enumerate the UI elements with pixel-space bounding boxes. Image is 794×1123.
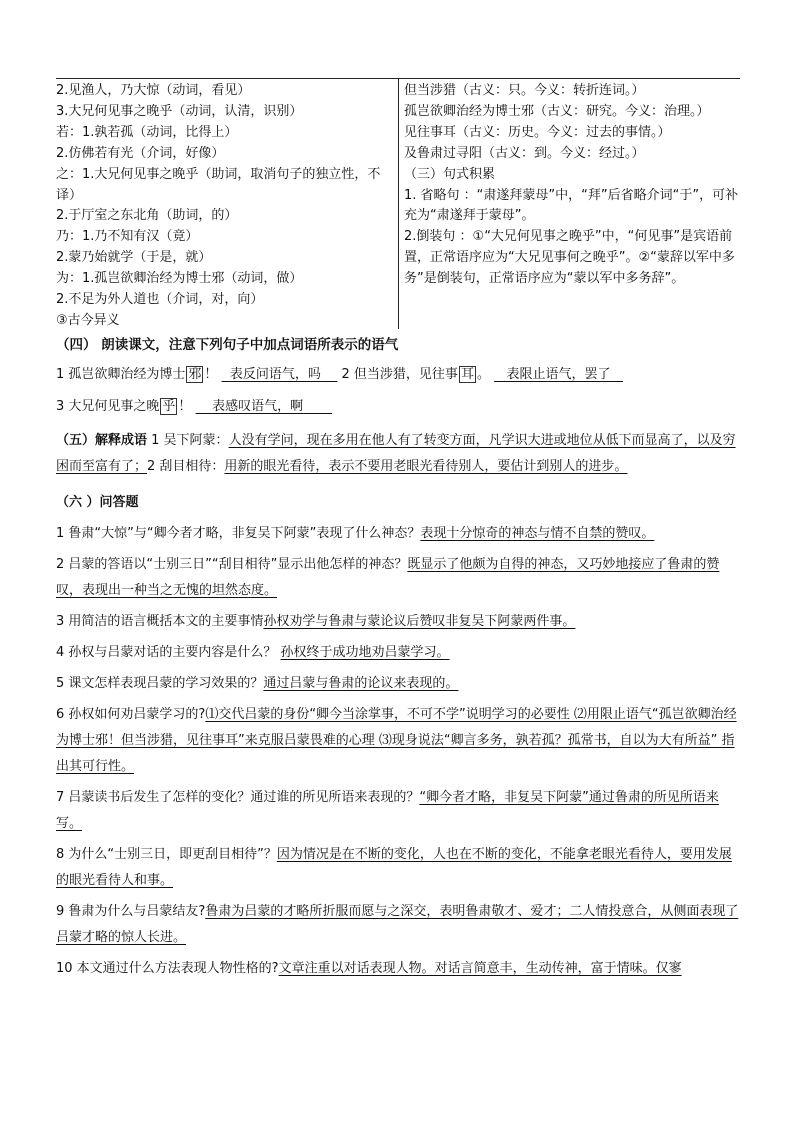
qa-item <box>56 785 740 837</box>
right-line: 但当涉猎（古义：只。今义：转折连词。） <box>404 83 645 98</box>
left-line: 2.不足为外人道也（介词，对，向） <box>56 292 264 308</box>
right-column <box>404 81 740 290</box>
section-6-title: （六 ）问答题 <box>56 495 139 510</box>
answer-text: 孙权终于成功地劝吕蒙学习。 <box>280 645 450 660</box>
left-line: 3.大兄何见事之晚乎（动词，认清，识别） <box>56 103 303 119</box>
qa-item <box>56 552 740 604</box>
answer-text: 通过吕蒙与鲁肃的论议来表现的。 <box>263 676 459 691</box>
qa-item <box>56 640 740 666</box>
tone-line-1 <box>56 364 740 386</box>
tone-sentence: 2 但当涉猎，见往事 <box>341 367 458 382</box>
tone-sentence: 1 孤岂欲卿治经为博士 <box>56 367 186 382</box>
qa-item <box>56 956 740 982</box>
tone-answer <box>494 367 623 382</box>
qa-item <box>56 521 740 547</box>
right-line: 及鲁肃过寻阳（古义：到。今义：经过。） <box>404 145 645 161</box>
question-text: 7 吕蒙读书后发生了怎样的变化？通过谁的所见所语来表现的？ <box>56 790 420 805</box>
section-5 <box>56 428 740 480</box>
right-line: 1. 省略句 ：“肃遂拜蒙母”中，“拜”后省略介词“于”，可补充为“肃遂拜于蒙母”。 <box>404 187 739 224</box>
tone-answer-text: 表限止语气，罢了 <box>506 367 611 382</box>
punct: ！ <box>178 399 192 414</box>
qa-item <box>56 842 740 894</box>
answer-text: ⑴交代吕蒙的身份“卿今当涂掌事，不可不学”说明学习的必要性 ⑵用限止语气“孤岂欲卿治经为博士邪！但当涉猎，见往事耳”来克服吕蒙畏难的心理 ⑶现身说法“卿言多务，孰若孤？孤常书，自以为大有所益” 指出其可行性。 <box>56 707 737 774</box>
question-text: 10 本文通过什么方法表现人物性格的? <box>56 961 279 976</box>
right-heading: （三）句式积累 <box>404 166 496 182</box>
left-line: 为：1.孤岂欲卿治经为博士邪（动词，做） <box>56 271 303 287</box>
answer-text: 鲁肃为吕蒙的才略所折服而愿与之深交，表明鲁肃敬才、爱才；二人情投意合，从侧面表现了吕蒙才略的惊人长进。 <box>56 904 739 945</box>
left-line: 若：1.孰若孤（动词，比得上） <box>56 124 238 140</box>
left-line: 2.蒙乃始就学（于是，就） <box>56 250 212 266</box>
question-text: 6 孙权如何劝吕蒙学习的? <box>56 707 206 722</box>
left-line: 2.仿佛若有光（介词，好像） <box>56 145 225 161</box>
idiom-term: 1 吴下阿蒙： <box>151 433 229 448</box>
tone-answer <box>222 367 338 382</box>
right-line: 见往事耳（古义：历史。今义：过去的事情。） <box>404 124 671 140</box>
answer-text: 既显示了他颇为自得的神态，又巧妙地接应了鲁肃的赞叹，表现出一种当之无愧的坦然态度。 <box>56 557 720 598</box>
marked-word: 乎 <box>162 399 176 414</box>
idiom-term: 2 刮目相待： <box>147 459 225 474</box>
marked-word: 耳 <box>460 367 474 382</box>
answer-text: 表现十分惊奇的神态与情不自禁的赞叹。 <box>420 526 655 541</box>
left-line: 乃：1.乃不知有汉（竟） <box>56 229 199 245</box>
left-line: 之：1.大兄何见事之晚乎（助词，取消句子的独立性，不译） <box>56 166 381 203</box>
left-line: ③古今异义 <box>56 312 120 328</box>
punct: ！ <box>204 367 218 382</box>
left-line: 2.于厅室之东北角（助词，的） <box>56 208 238 224</box>
question-text: 4 孙权与吕蒙对话的主要内容是什么？ <box>56 645 277 660</box>
right-line: 2.倒装句 ：①“大兄何见事之晚乎”中，“何见事”是宾语前置，正常语序应为“大兄见事何之晚乎”。②“蒙辞以军中多务”是倒装句，正常语序应为“蒙以军中多务辞”。 <box>404 229 735 287</box>
column-divider <box>398 79 399 329</box>
section-6 <box>56 490 740 982</box>
answer-text: 因为情况是在不断的变化，人也在不断的变化，不能拿老眼光看待人，要用发展的眼光看待人和事。 <box>56 847 732 888</box>
question-text: 2 吕蒙的答语以“士别三日”“刮目相待”显示出他怎样的神态？ <box>56 557 408 572</box>
left-line: 2.见渔人，乃大惊（动词，看见） <box>56 83 251 98</box>
left-column <box>56 81 394 332</box>
section-5-title: （五）解释成语 <box>56 433 148 448</box>
question-text: 9 鲁肃为什么与吕蒙结友? <box>56 904 206 919</box>
section-4-title: （四） 朗读课文，注意下列句子中加点词语所表示的语气 <box>56 337 399 353</box>
answer-text: “卿今者才略，非复吴下阿蒙”通过鲁肃的所见所语来写。 <box>56 790 719 831</box>
tone-answer-text: 表反问语气，吗 <box>229 367 321 382</box>
qa-item <box>56 899 740 951</box>
tone-sentence: 3 大兄何见事之晚 <box>56 399 160 414</box>
idiom-definition: 人没有学问，现在多用在他人有了转变方面，凡学识大进或地位从低下而显高了，以及穷困而至富有了； <box>56 433 736 474</box>
marked-word: 邪 <box>188 367 202 382</box>
punct: 。 <box>476 367 490 382</box>
answer-text: 文章注重以对话表现人物。对话言简意丰，生动传神，富于情味。仅寥 <box>278 961 682 976</box>
section-4 <box>56 334 740 418</box>
answer-text: 孙权劝学与鲁肃与蒙论议后赞叹非复吴下阿蒙两件事。 <box>263 614 576 629</box>
right-line: 孤岂欲卿治经为博士邪（古义：研究。今义：治理。） <box>404 103 710 119</box>
tone-line-2 <box>56 396 740 418</box>
qa-item <box>56 702 740 780</box>
question-text: 1 鲁肃“大惊”与“卿今者才略，非复吴下阿蒙”表现了什么神态？ <box>56 526 421 541</box>
question-text: 5 课文怎样表现吕蒙的学习效果的？ <box>56 676 264 691</box>
qa-item <box>56 671 740 697</box>
tone-answer <box>196 399 332 414</box>
qa-item <box>56 609 740 635</box>
idiom-definition: 用新的眼光看待，表示不要用老眼光看待别人，要估计到别人的进步。 <box>224 459 628 474</box>
question-text: 8 为什么“士别三日，即更刮目相待”？ <box>56 847 277 862</box>
tone-answer-text: 表感叹语气，啊 <box>212 399 304 414</box>
question-text: 3 用简洁的语言概括本文的主要事情 <box>56 614 264 629</box>
